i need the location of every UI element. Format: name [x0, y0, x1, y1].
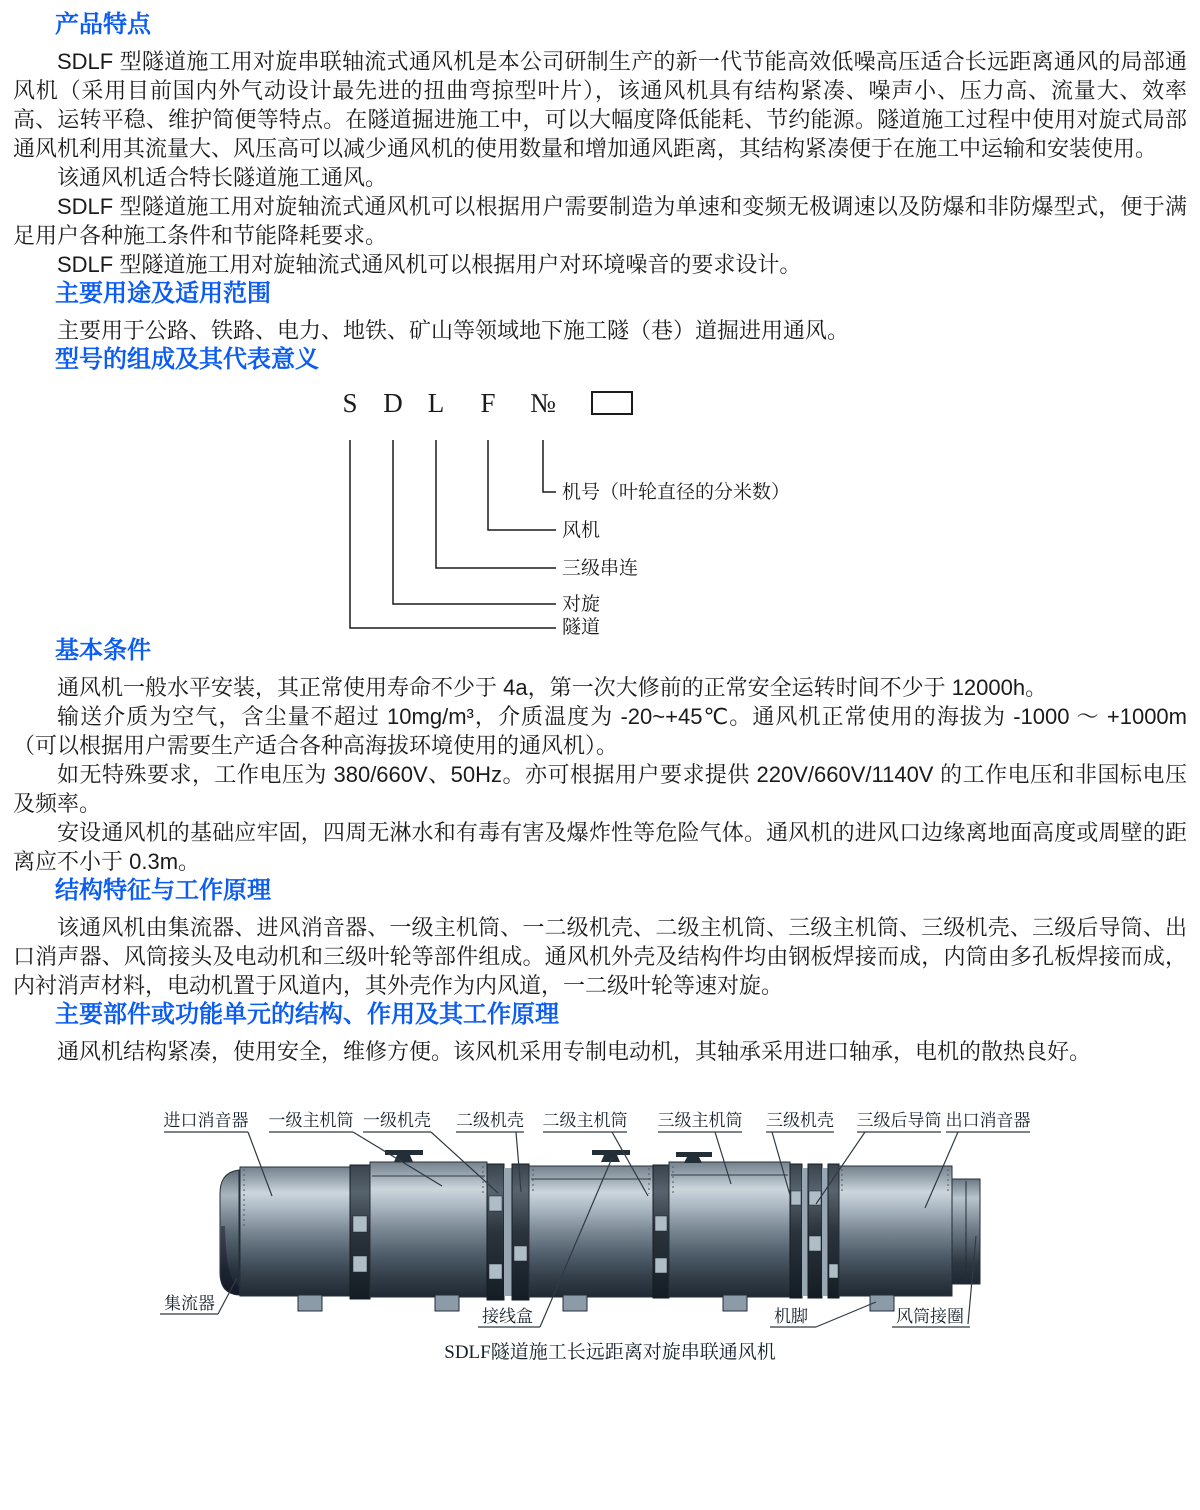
fan-label-junction-box: 接线盒	[482, 1307, 533, 1326]
fan-flange-4b	[808, 1164, 822, 1298]
fan-structure-diagram	[0, 1096, 1200, 1406]
features-paragraph-2: 该通风机适合特长隧道施工通风。	[57, 165, 388, 190]
fan-label-stage3-casing: 三级机壳	[766, 1111, 834, 1130]
fan-label-stage1-cylinder: 一级主机筒	[268, 1111, 354, 1130]
features-paragraph-4: SDLF 型隧道施工用对旋轴流式通风机可以根据用户对环境噪音的要求设计。	[57, 252, 802, 277]
fan-section-inlet-silencer	[240, 1167, 350, 1296]
section-model-designation	[13, 345, 1187, 636]
basic-paragraph-2: 输送介质为空气，含尘量不超过 10mg/m³，介质温度为 -20~+45℃。通风机正常使用的海拔为 -1000 ～ +1000m（可以根据用户需要生产适合各种高海拔环境使用的通风机）。	[13, 704, 1187, 758]
model-letter-s: S	[342, 388, 358, 418]
parts-paragraph: 通风机结构紧凑，使用安全，维修方便。该风机采用专制电动机，其轴承采用进口轴承，电机的散热良好。	[57, 1039, 1092, 1064]
fan-label-stage2-cylinder: 二级主机筒	[542, 1111, 628, 1130]
fan-label-machine-foot: 机脚	[774, 1307, 808, 1326]
model-label-counter-rotating: 对旋	[562, 594, 601, 615]
model-label-tunnel: 隧道	[562, 617, 601, 636]
section-usage	[13, 279, 1187, 345]
structure-paragraph: 该通风机由集流器、进风消音器、一级主机筒、一二级机壳、二级主机筒、三级主机筒、三级机壳、三级后导筒、出口消声器、风筒接头及电动机和三级叶轮等部件组成。通风机外壳及结构件均由钢板焊接而成，内筒由多孔板焊接而成，内衬消声材料，电动机置于风道内，其外壳作为内风道，一二级叶轮等速对旋。	[13, 915, 1187, 998]
features-heading: 产品特点	[55, 11, 151, 38]
usage-paragraph: 主要用于公路、铁路、电力、地铁、矿山等领域地下施工隧（巷）道掘进用通风。	[57, 318, 850, 343]
fan-label-stage3-cylinder: 三级主机筒	[657, 1111, 743, 1130]
model-letter-l: L	[427, 388, 445, 418]
model-heading: 型号的组成及其代表意义	[55, 346, 319, 373]
basic-paragraph-4: 安设通风机的基础应牢固，四周无淋水和有毒有害及爆炸性等危险气体。通风机的进风口边缘离地面高度或周壁的距离应不小于 0.3m。	[13, 820, 1187, 874]
section-basic-conditions	[13, 636, 1187, 876]
fan-label-inlet-silencer: 进口消音器	[163, 1111, 249, 1130]
model-letter-d: D	[383, 388, 403, 418]
model-letter-no: №	[530, 388, 556, 418]
features-paragraph-3: SDLF 型隧道施工用对旋轴流式通风机可以根据用户需要制造为单速和变频无极调速以及防爆和非防爆型式，便于满足用户各种施工条件和节能降耗要求。	[13, 194, 1187, 248]
fan-body	[220, 1150, 980, 1311]
section-main-parts	[13, 1000, 1187, 1066]
section-structure	[13, 876, 1187, 1000]
fan-section-stage1-cylinder	[370, 1162, 487, 1297]
fan-label-stage3-rear-guide: 三级后导筒	[856, 1111, 942, 1130]
basic-paragraph-3: 如无特殊要求，工作电压为 380/660V、50Hz。亦可根据用户要求提供 220V/660V/1140V 的工作电压和非国标电压及频率。	[13, 762, 1187, 816]
model-letter-f: F	[480, 388, 496, 418]
basic-heading: 基本条件	[55, 637, 151, 664]
fan-flange-2a	[487, 1164, 504, 1300]
model-designation-diagram	[0, 382, 1200, 636]
fan-label-outlet-silencer: 出口消音器	[945, 1111, 1031, 1130]
fan-flange-3	[653, 1165, 669, 1298]
usage-heading: 主要用途及适用范围	[55, 280, 271, 307]
features-paragraph-1: SDLF 型隧道施工用对旋串联轴流式通风机是本公司研制生产的新一代节能高效低噪高压适合长远距离通风的局部通风机（采用目前国内外气动设计最先进的扭曲弯掠型叶片），该通风机具有结构紧凑、噪声小、压力高、流量大、效率高、运转平稳、维护简便等特点。在隧道掘进施工中，可以大幅度降低能耗、节约能源。隧道施工过程中使用对旋式局部通风机利用其流量大、风压高可以减少通风机的使用数量和增加通风距离，其结构紧凑便于在施工中运输和安装使用。	[13, 49, 1187, 161]
basic-paragraph-1: 通风机一般水平安装，其正常使用寿命不少于 4a，第一次大修前的正常安全运转时间不少于 12000h。	[57, 675, 1048, 700]
fan-section-stage2-cylinder	[529, 1166, 653, 1297]
section-features	[13, 10, 1187, 279]
fan-diagram-caption: SDLF隧道施工长远距离对旋串联通风机	[444, 1342, 776, 1363]
model-number-box	[592, 392, 632, 414]
parts-heading: 主要部件或功能单元的结构、作用及其工作原理	[55, 1001, 559, 1028]
model-label-three-stage-series: 三级串连	[562, 558, 639, 579]
fan-lifting-lugs	[385, 1150, 712, 1163]
model-label-fan: 风机	[562, 520, 601, 541]
fan-section-stage3-cylinder	[669, 1162, 790, 1297]
model-label-fan-number: 机号（叶轮直径的分米数）	[562, 482, 791, 503]
fan-label-flow-collector: 集流器	[164, 1294, 215, 1313]
fan-label-duct-ring: 风筒接圈	[896, 1307, 964, 1326]
model-connector-lines	[350, 440, 556, 628]
fan-flange-4-gap1	[802, 1168, 808, 1296]
fan-flange-2-gap	[504, 1168, 512, 1296]
fan-flange-4a	[790, 1164, 802, 1298]
fan-label-stage1-casing: 一级机壳	[363, 1111, 431, 1130]
structure-heading: 结构特征与工作原理	[55, 877, 271, 904]
fan-label-stage2-casing: 二级机壳	[456, 1111, 524, 1130]
